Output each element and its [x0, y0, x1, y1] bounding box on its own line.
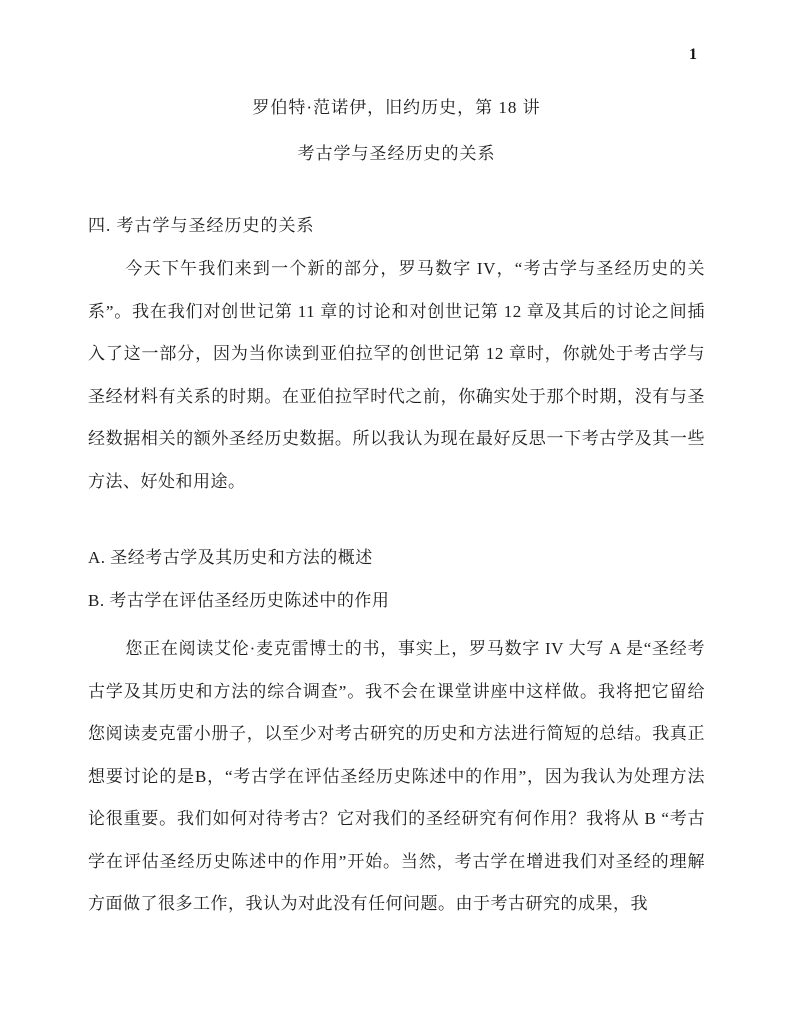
outline-item-b: B. 考古学在评估圣经历史陈述中的作用: [88, 590, 390, 610]
section-heading: 四. 考古学与圣经历史的关系: [88, 216, 315, 235]
paragraph-1: 今天下午我们来到一个新的部分，罗马数字 IV，“考古学与圣经历史的关系”。我在我们对创世记第 11 章的讨论和对创世记第 12 章及其后的讨论之间插入了这一部分，因为当你读到亚伯拉罕的创世记第 12 章时，你就处于考古学与圣经材料有关系的时期。在亚伯拉罕时代之前，你确实处于那个时期，没有与圣经数据相关的额外圣经历史数据。所以我认为现在最好反思一下考古学及其一些方法、好处和用途。: [88, 259, 705, 491]
outline-item-a: A. 圣经考古学及其历史和方法的概述: [88, 548, 373, 567]
paragraph-2: 您正在阅读艾伦·麦克雷博士的书，事实上，罗马数字 IV 大写 A 是“圣经考古学及其历史和方法的综合调查”。我不会在课堂讲座中这样做。我将把它留给您阅读麦克雷小册子，以至少对考古研究的历史和方法进行简短的总结。我真正想要讨论的是B，“考古学在评估圣经历史陈述中的作用”，因为我认为处理方法论很重要。我们如何对待考古？它对我们的圣经研究有何作用？我将从 B “考古学在评估圣经历史陈述中的作用”开始。当然，考古学在增进我们对圣经的理解方面做了很多工作，我认为对此没有任何问题。由于考古研究的成果，我: [88, 639, 705, 913]
doc-title-line2: 考古学与圣经历史的关系: [297, 144, 496, 163]
page-number: 1: [689, 46, 697, 63]
document-content: [88, 98, 705, 926]
doc-title-line1: 罗伯特·范诺伊，旧约历史，第 18 讲: [252, 98, 541, 117]
